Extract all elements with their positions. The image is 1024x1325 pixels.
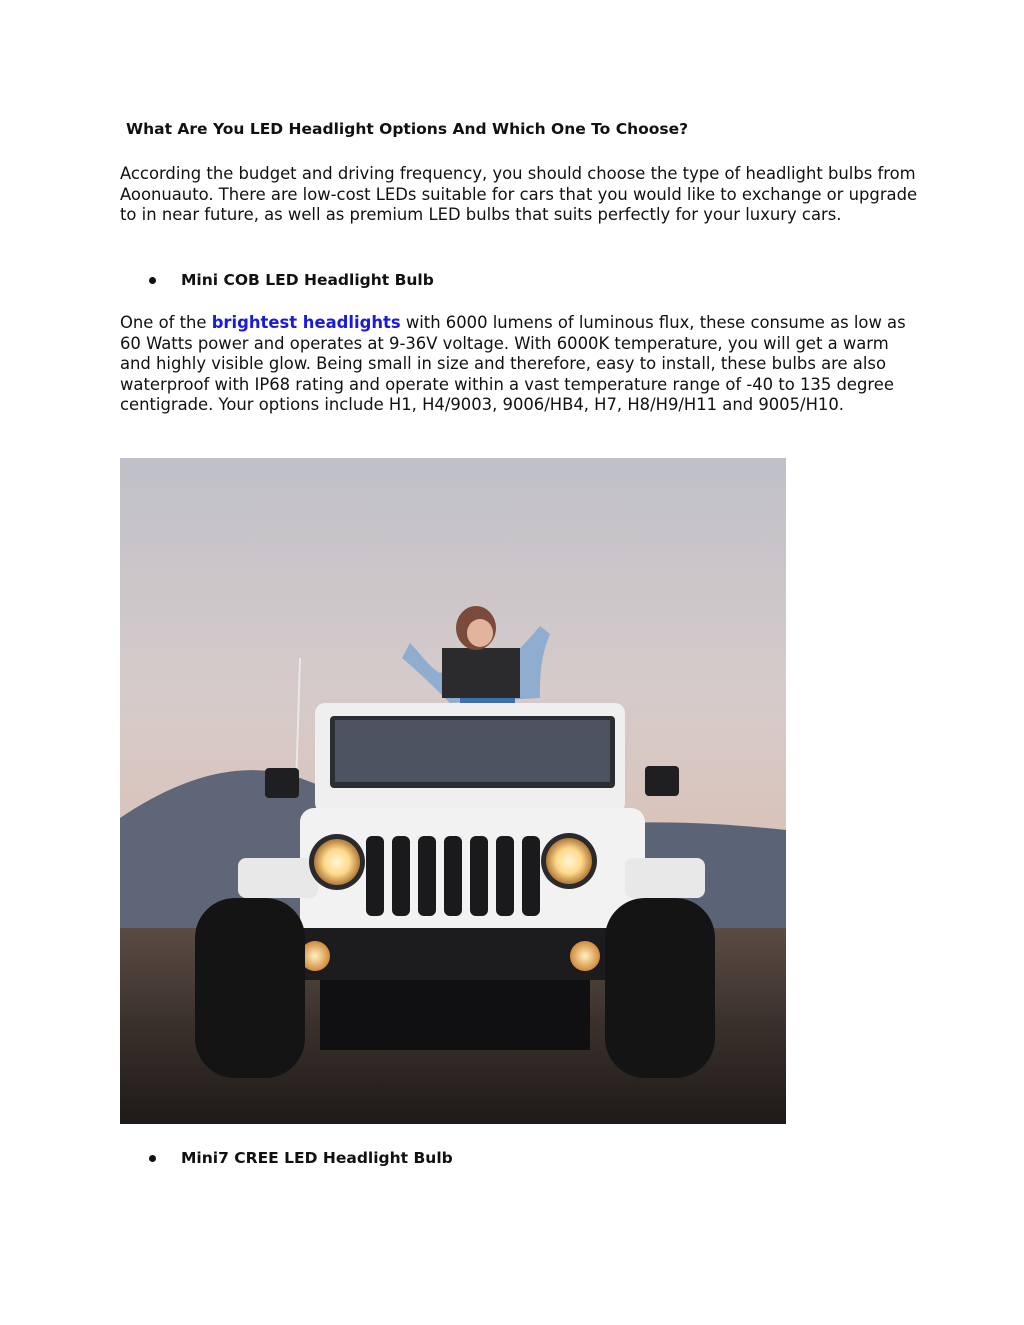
- paragraph-text-after-link: with 6000 lumens of luminous flux, these consume as low as 60 Watts power and operates at 9-36V voltage. With 6000K temperature, you will get a warm and highly visible glow. Being small in size and therefore, easy to install, these bulbs are also waterproof with IP68 rating and operate within a vast temperature range of -40 to 135 degree centigrade. Your options include H1, H4/9003, 9006/HB4, H7, H8/H9/H11 and 9005/H10.: [120, 313, 906, 414]
- bullet-label: Mini COB LED Headlight Bulb: [181, 271, 434, 289]
- paragraph-text-before-link: One of the: [120, 313, 212, 332]
- mini-cob-paragraph: [120, 313, 920, 416]
- brightest-headlights-link[interactable]: brightest headlights: [211, 313, 401, 332]
- bullet-item-mini7-cree: [0, 1147, 1024, 1169]
- bullet-label: Mini7 CREE LED Headlight Bulb: [181, 1149, 453, 1167]
- intro-paragraph: According the budget and driving frequency, you should choose the type of headlight bulbs from Aoonuauto. There are low-cost LEDs suitable for cars that you would like to exchange or upgrade to in near future, as well as premium LED bulbs that suits perfectly for your luxury cars.: [120, 164, 918, 224]
- jeep-photo: [120, 458, 786, 1124]
- bullet-icon: [149, 277, 156, 284]
- bullet-item-mini-cob: [0, 269, 1024, 291]
- bullet-icon: [149, 1155, 156, 1162]
- article-heading: What Are You LED Headlight Options And Which One To Choose?: [126, 120, 689, 138]
